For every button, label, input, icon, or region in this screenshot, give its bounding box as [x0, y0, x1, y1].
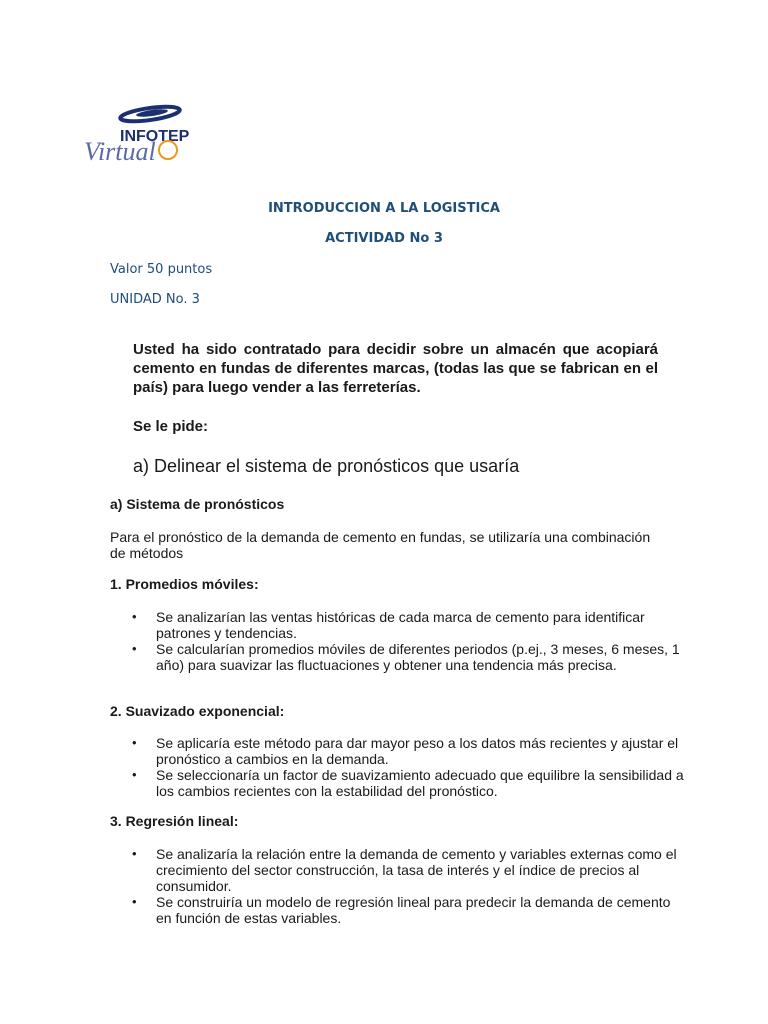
logo-graphic	[82, 104, 194, 166]
intro-paragraph: Usted ha sido contratado para decidir sobre un almacén que acopiará cemento en fundas de diferentes marcas, (todas las que se fabrican en el país) para luego vender a las ferreterías.	[133, 341, 658, 396]
list-item: • Se analizaría la relación entre la demanda de cemento y variables externas como el crecimiento del sector construcción, la tasa de interés y el índice de precios al consumidor.	[156, 846, 686, 894]
activity-title: ACTIVIDAD No 3	[325, 231, 443, 246]
method-title: 3. Regresión lineal:	[110, 813, 239, 829]
method-title: 1. Promedios móviles:	[110, 576, 259, 592]
list-item: • Se seleccionaría un factor de suavizamiento adecuado que equilibre la sensibilidad a los cambios recientes con la estabilidad del pronóstico.	[156, 767, 686, 799]
logo-infotep-text: INFOTEP	[120, 128, 190, 145]
request-label: Se le pide:	[133, 418, 209, 435]
value-points: Valor 50 puntos	[110, 262, 213, 277]
logo-virtual-text: Virtual	[84, 137, 156, 166]
method-bullet-list	[110, 846, 686, 926]
list-item: • Se construiría un modelo de regresión lineal para predecir la demanda de cemento en función de estas variables.	[156, 894, 686, 926]
list-item: • Se analizarían las ventas históricas de cada marca de cemento para identificar patrones y tendencias.	[156, 609, 686, 641]
course-title: INTRODUCCION A LA LOGISTICA	[268, 201, 500, 216]
list-item: • Se calcularían promedios móviles de diferentes periodos (p.ej., 3 meses, 6 meses, 1 año) para suavizar las fluctuaciones y obtener una tendencia más precisa.	[156, 641, 686, 673]
infotep-virtual-logo	[82, 104, 194, 166]
method-bullet-list	[110, 735, 686, 799]
section-intro: Para el pronóstico de la demanda de cemento en fundas, se utilizaría una combinación de métodos	[110, 529, 651, 561]
section-title: a) Sistema de pronósticos	[110, 496, 285, 512]
method-title: 2. Suavizado exponencial:	[110, 703, 285, 719]
task-a-heading: a) Delinear el sistema de pronósticos que usaría	[133, 456, 520, 476]
method-bullet-list	[110, 609, 686, 673]
list-item: • Se aplicaría este método para dar mayor peso a los datos más recientes y ajustar el pronóstico a cambios en la demanda.	[156, 735, 686, 767]
unit-label: UNIDAD No. 3	[110, 292, 200, 307]
